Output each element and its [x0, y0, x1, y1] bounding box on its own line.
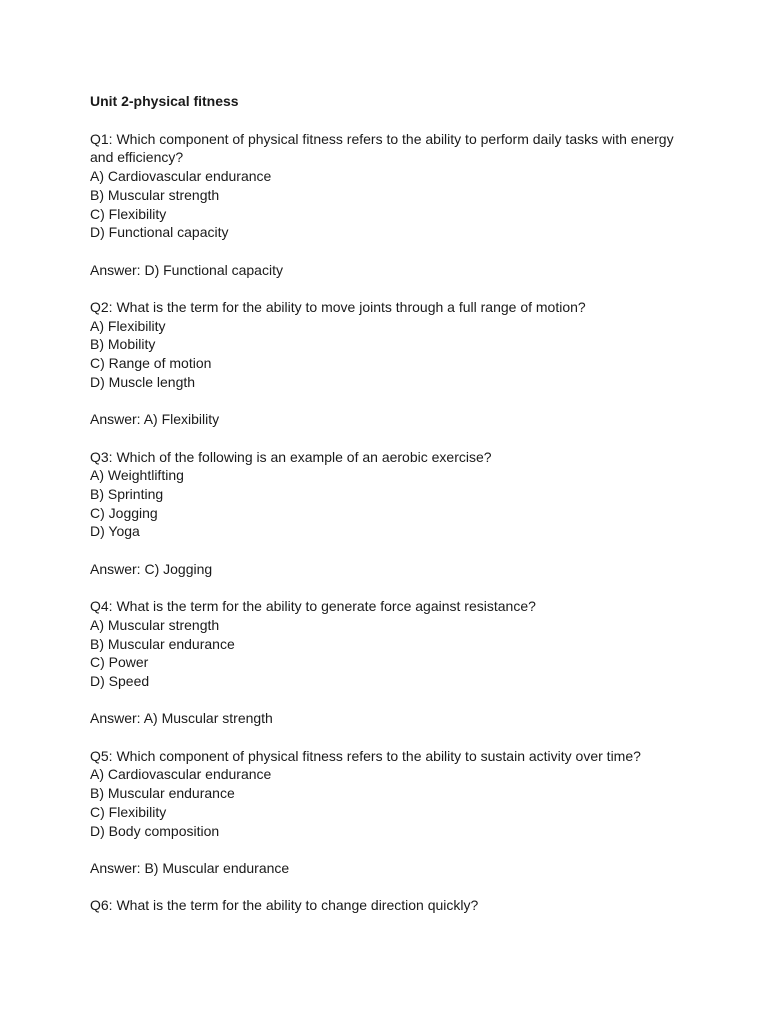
option-a: A) Flexibility [90, 317, 166, 334]
spacer [90, 878, 690, 897]
option-c: C) Flexibility [90, 803, 167, 820]
answer-text: Answer: A) Muscular strength [90, 710, 273, 727]
option-b: B) Mobility [90, 336, 156, 353]
question-block-q1 [90, 130, 690, 298]
question-block-q3 [90, 448, 690, 598]
option-c: C) Jogging [90, 504, 158, 521]
answer-text: Answer: A) Flexibility [90, 411, 220, 428]
answer-text: Answer: D) Functional capacity [90, 261, 283, 278]
spacer [90, 541, 690, 560]
answer-text: Answer: B) Muscular endurance [90, 859, 290, 876]
option-a: A) Cardiovascular endurance [90, 168, 272, 185]
option-a: A) Weightlifting [90, 467, 184, 484]
document-page [90, 92, 690, 915]
option-a: A) Muscular strength [90, 616, 220, 633]
spacer [90, 840, 690, 859]
option-b: B) Muscular endurance [90, 785, 235, 802]
option-c: C) Flexibility [90, 205, 167, 222]
spacer [90, 242, 690, 261]
option-a: A) Cardiovascular endurance [90, 766, 272, 783]
question-block-q2 [90, 298, 690, 448]
question-text: Q5: Which component of physical fitness refers to the ability to sustain activity over time? [90, 747, 641, 764]
option-b: B) Muscular strength [90, 186, 220, 203]
option-d: D) Functional capacity [90, 224, 229, 241]
option-d: D) Body composition [90, 822, 220, 839]
spacer [90, 392, 690, 411]
question-text: Q3: Which of the following is an example of an aerobic exercise? [90, 448, 492, 465]
option-c: C) Power [90, 654, 149, 671]
spacer [90, 429, 690, 448]
spacer [90, 691, 690, 710]
option-d: D) Muscle length [90, 373, 196, 390]
option-b: B) Sprinting [90, 485, 164, 502]
question-block-q4 [90, 597, 690, 747]
question-block-q6 [90, 896, 690, 915]
question-text: Q1: Which component of physical fitness refers to the ability to perform daily tasks with energy and efficiency? [90, 130, 674, 166]
option-d: D) Yoga [90, 523, 140, 540]
question-text: Q4: What is the term for the ability to generate force against resistance? [90, 598, 536, 615]
question-block-q5 [90, 747, 690, 897]
spacer [90, 279, 690, 298]
spacer [90, 111, 690, 130]
spacer [90, 728, 690, 747]
option-c: C) Range of motion [90, 355, 212, 372]
question-text: Q6: What is the term for the ability to change direction quickly? [90, 897, 479, 914]
answer-text: Answer: C) Jogging [90, 560, 213, 577]
spacer [90, 578, 690, 597]
option-d: D) Speed [90, 672, 150, 689]
document-title: Unit 2-physical fitness [90, 93, 239, 109]
question-text: Q2: What is the term for the ability to move joints through a full range of motion? [90, 298, 586, 315]
option-b: B) Muscular endurance [90, 635, 235, 652]
